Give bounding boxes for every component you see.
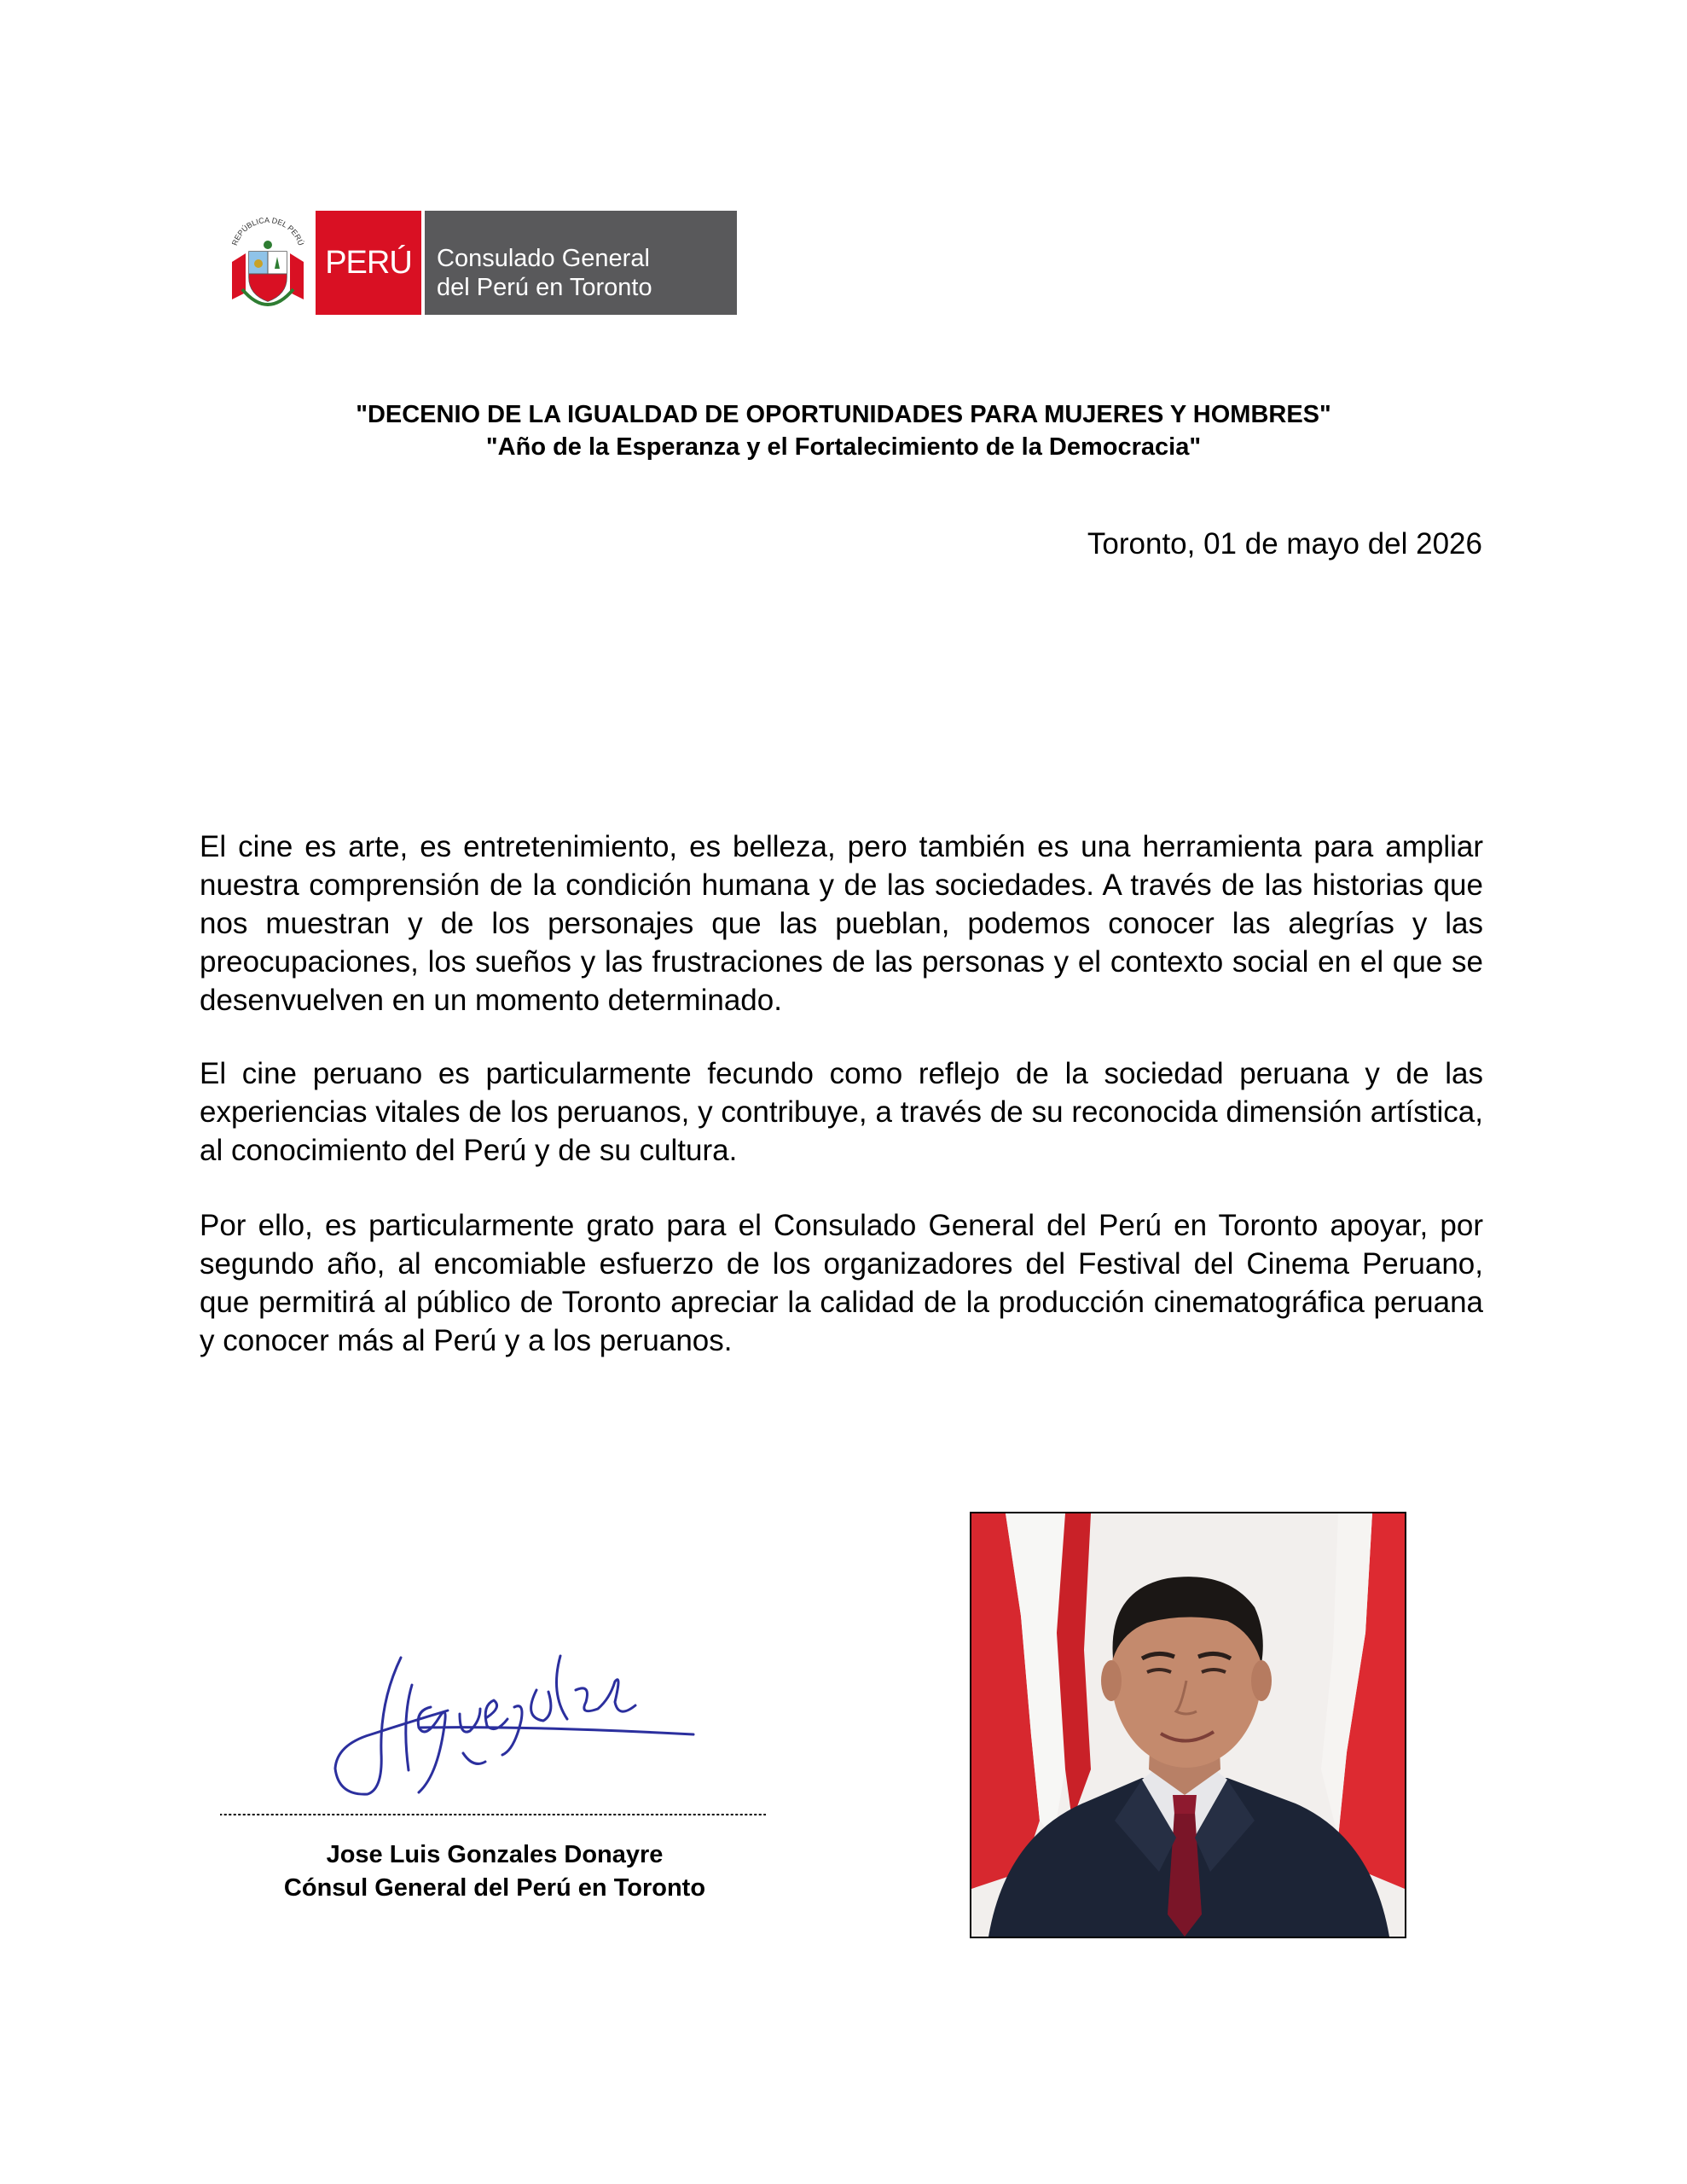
year-motto: "Año de la Esperanza y el Fortalecimiento de la Democracia": [485, 433, 1202, 461]
signature-line: [220, 1810, 766, 1819]
consulate-logo: [220, 207, 739, 317]
decade-motto: "DECENIO DE LA IGUALDAD DE OPORTUNIDADES PARA MUJERES Y HOMBRES": [356, 401, 1331, 428]
consulate-name-box: [425, 211, 737, 315]
brand-peru-text: PERÚ: [325, 244, 412, 281]
signer-title: Cónsul General del Perú en Toronto: [283, 1874, 706, 1902]
body-paragraph-2: El cine peruano es particularmente fecundo como reflejo de la sociedad peruana y de las experiencias vitales de los peruanos, y contribuye, a través de su reconocida dimensión artística, al conocimiento del Perú y de su cultura.: [200, 1057, 1483, 1167]
svg-text:REPÚBLICA DEL PERÚ: REPÚBLICA DEL PERÚ: [229, 215, 306, 247]
signer-name: Jose Luis Gonzales Donayre: [326, 1841, 664, 1868]
brand-peru-box: [316, 211, 421, 315]
consulate-name-line2: del Perú en Toronto: [437, 274, 652, 301]
consul-portrait-photo: [970, 1512, 1406, 1938]
letter-date: Toronto, 01 de mayo del 2026: [1087, 527, 1482, 561]
coat-of-arms-icon: [220, 207, 316, 317]
body-paragraph-3: Por ello, es particularmente grato para el Consulado General del Perú en Toronto apoyar, por segundo año, al encomiable esfuerzo de los organizadores del Festival del Cinema Peruano, que permitirá al público de Toronto apreciar la calidad de la producción cinematográfica peruana y conocer más al Perú y a los peruanos.: [200, 1209, 1483, 1357]
handwritten-signature: [320, 1625, 712, 1813]
consulate-name-line1: Consulado General: [437, 245, 650, 272]
body-paragraph-1: El cine es arte, es entretenimiento, es belleza, pero también es una herramienta para ampliar nuestra comprensión de la condición humana y de las sociedades. A través de las historias que nos muestran y de los personajes que las pueblan, podemos conocer las alegrías y las preocupaciones, los sueños y las frustraciones de las personas y el contexto social en el que se desenvuelven en un momento determinado.: [200, 830, 1483, 1017]
